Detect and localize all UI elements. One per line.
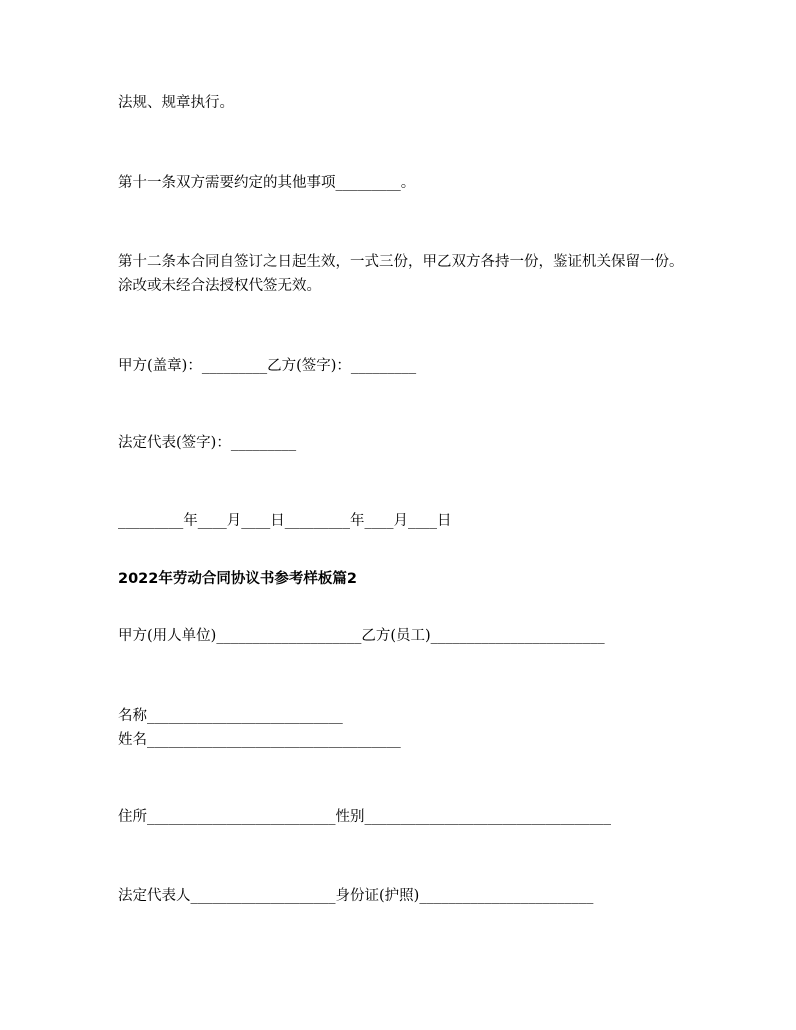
date-line: _________年____月____日_________年____月____日 <box>118 513 452 529</box>
signature-line: 甲方(盖章)：_________乙方(签字)：_________ <box>118 358 417 374</box>
signature-line: 法定代表(签字)：_________ <box>118 435 297 451</box>
form-line: 姓名___________________________________ <box>118 732 401 748</box>
form-line: 甲方(用人单位)____________________乙方(员工)________________________ <box>118 628 605 644</box>
text-line: 第十一条双方需要约定的其他事项_________。 <box>118 175 416 191</box>
text-paragraph: 第十二条本合同自签订之日起生效，一式三份，甲乙双方各持一份，鉴证机关保留一份。涂改或未经合法授权代签无效。 <box>118 254 684 294</box>
section-heading: 2022年劳动合同协议书参考样板篇2 <box>118 571 357 587</box>
form-line: 住所__________________________性别__________________________________ <box>118 809 611 825</box>
form-line: 法定代表人____________________身份证(护照)________________________ <box>118 888 594 904</box>
form-line: 名称___________________________ <box>118 708 343 724</box>
text-line: 法规、规章执行。 <box>118 95 234 111</box>
